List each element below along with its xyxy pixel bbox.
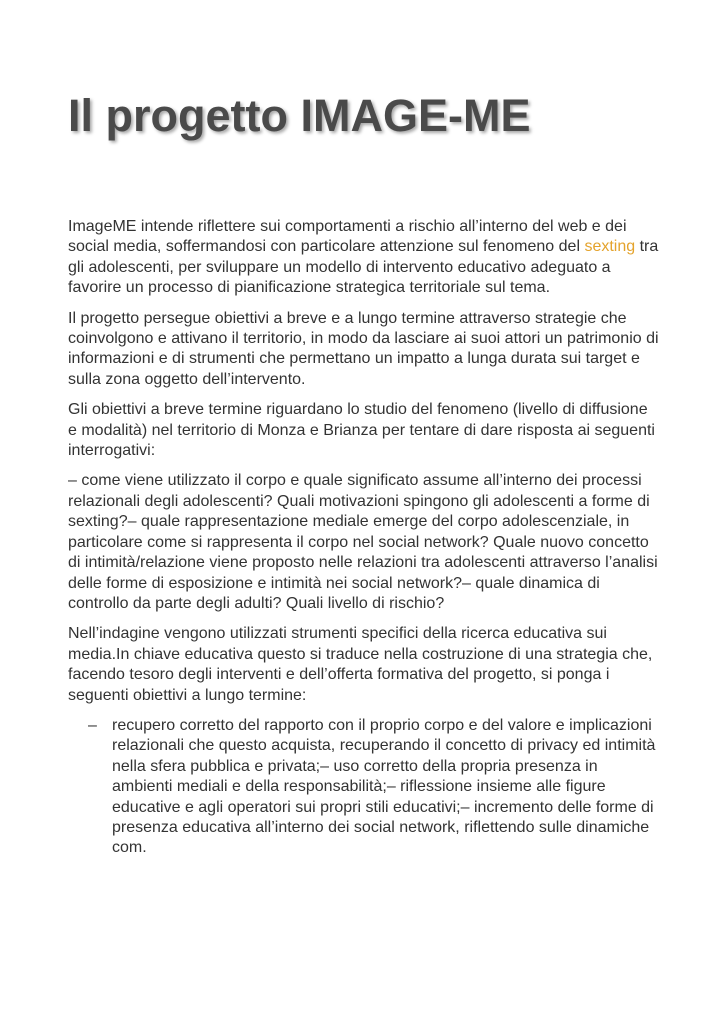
paragraph-short-term: Gli obiettivi a breve termine riguardano lo studio del fenomeno (livello di diffusione e modalità) nel territorio di Monza e Brianza per tentare di dare risposta ai seguenti interrogativi: (68, 401, 655, 460)
highlighted-term-sexting: sexting (584, 238, 636, 256)
long-term-goals-list (68, 716, 660, 859)
list-item (88, 716, 660, 859)
list-item-text: recupero corretto del rapporto con il proprio corpo e del valore e implicazioni relazionali che questo acquista, recuperando il concetto di privacy ed intimità nella sfera pubblica e privata;– uso corretto della propria presenza in ambienti mediali e della responsabilità;– riflessione insieme alle figure educative e agli operatori sui propri stili educativi;– incremento delle forme di presenza educativa all’interno dei social network, riflettendo sulle dinamiche com. (112, 716, 656, 857)
page-title: Il progetto IMAGE-ME (68, 90, 531, 141)
paragraph-intro-start: ImageME intende riflettere sui comportamenti a rischio all’interno del web e dei social media, soffermandosi con particolare attenzione sul fenomeno del (68, 218, 627, 256)
paragraph-questions: – come viene utilizzato il corpo e quale significato assume all’interno dei processi relazionali degli adolescenti? Quali motivazioni spingono gli adolescenti a forme di sexting?– quale rappresentazione mediale emerge del corpo adolescenziale, in particolare come si rappresenta il corpo nel social network? Quale nuovo concetto di intimità/relazione viene proposto nelle relazioni tra adolescenti attraverso l’analisi delle forme di esposizione e intimità nei social network?– quale dinamica di controllo da parte degli adulti? Quali livello di rischio? (68, 472, 658, 612)
paragraph-intro-end: tra gli adolescenti, per sviluppare un modello di intervento educativo adeguato a favorire un processo di pianificazione strategica territoriale sul tema. (68, 238, 659, 297)
document-body (68, 217, 660, 859)
paragraph-goals: Il progetto persegue obiettivi a breve e a lungo termine attraverso strategie che coinvolgono e attivano il territorio, in modo da lasciare ai suoi attori un patrimonio di informazioni e di strumenti che permettano un impatto a lunga durata sui target e sulla zona oggetto dell’intervento. (68, 309, 659, 388)
paragraph-intro (68, 217, 660, 299)
list-bullet-marker: – (88, 716, 97, 734)
paragraph-methods: Nell’indagine vengono utilizzati strumenti specifici della ricerca educativa sui media.In chiave educativa questo si traduce nella costruzione di una strategia che, facendo tesoro degli interventi e dell’offerta formativa del progetto, si ponga i seguenti obiettivi a lungo termine: (68, 625, 653, 704)
